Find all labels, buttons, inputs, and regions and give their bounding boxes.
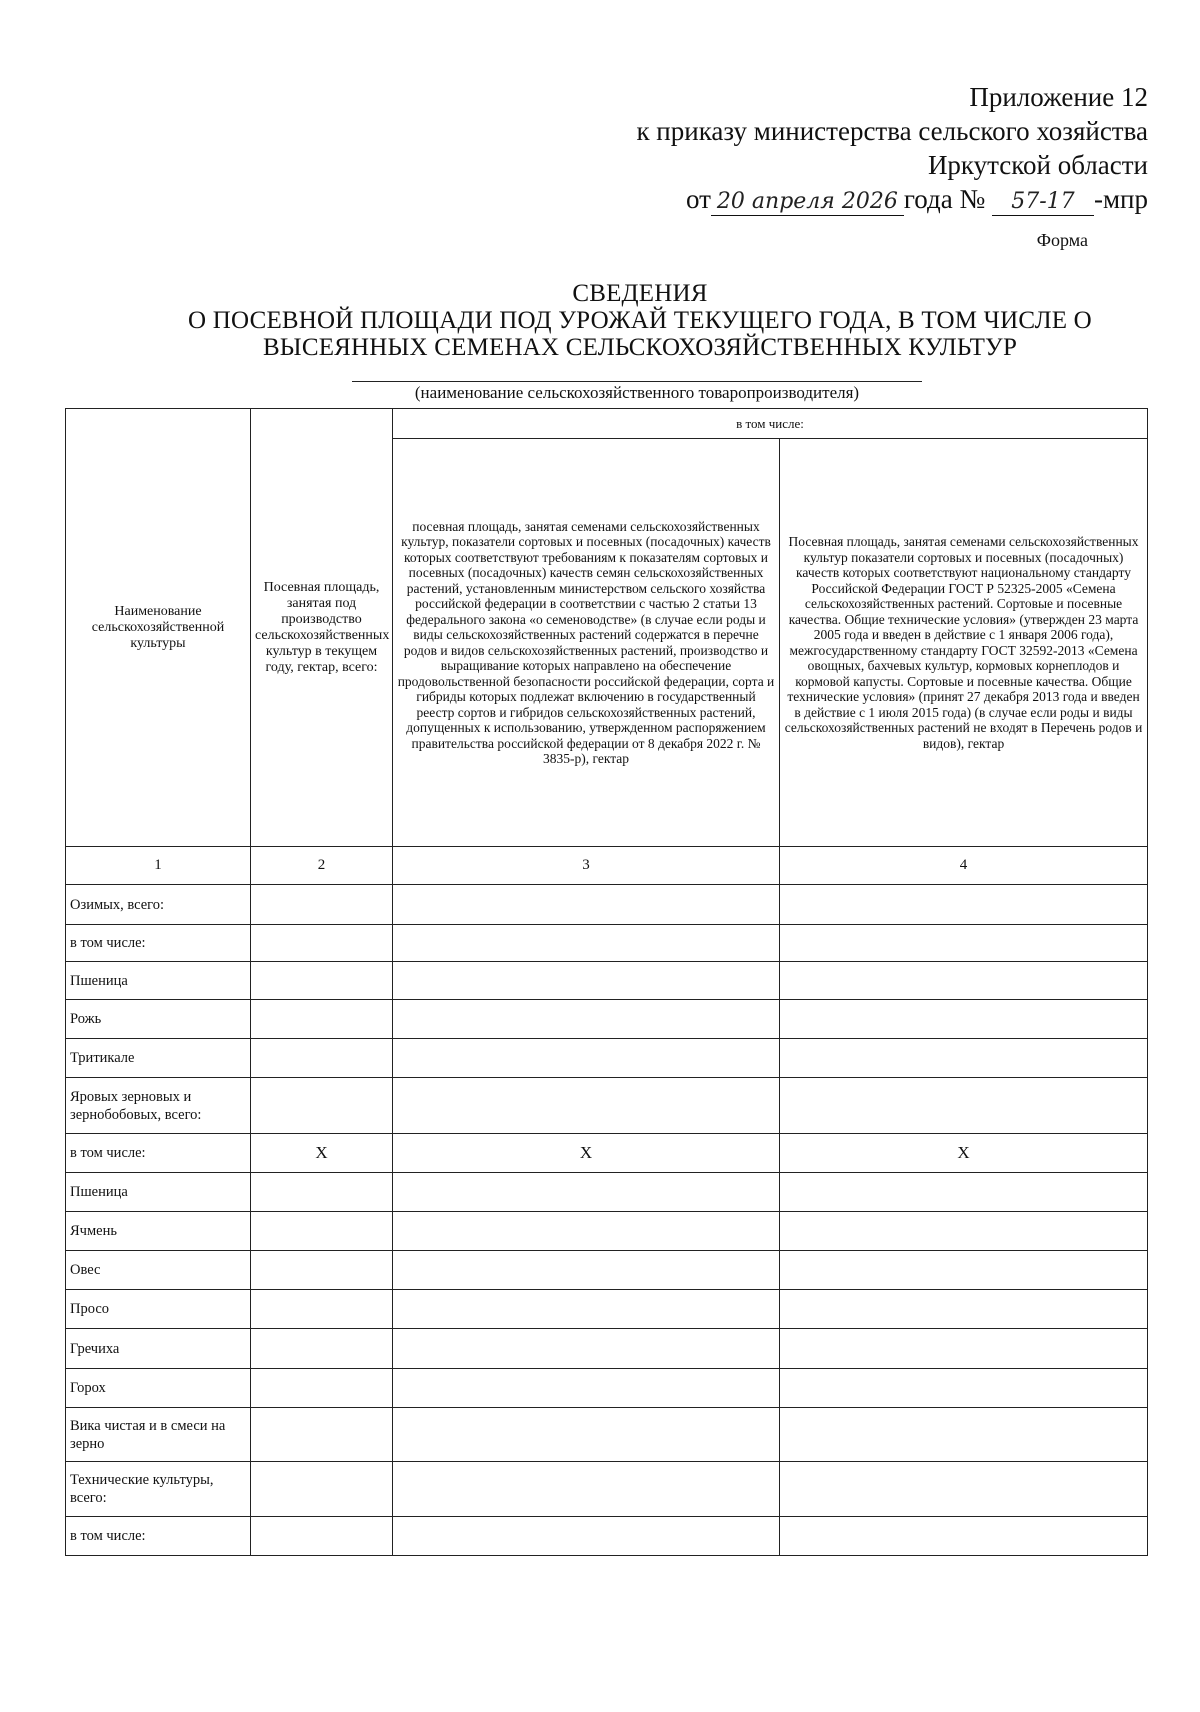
form-label: Форма xyxy=(1036,230,1088,250)
header-including xyxy=(393,409,1148,439)
crop-name-cell: в том числе: xyxy=(66,925,251,962)
crop-rows xyxy=(66,885,1148,1556)
area-value-cell[interactable] xyxy=(393,1212,780,1251)
area-value-cell[interactable]: X xyxy=(393,1134,780,1173)
table-row xyxy=(66,1462,1148,1517)
area-value-cell[interactable] xyxy=(780,1290,1148,1329)
crop-name-cell: Горох xyxy=(66,1369,251,1408)
area-value-cell[interactable] xyxy=(780,1251,1148,1290)
area-value-cell[interactable] xyxy=(393,1408,780,1462)
area-value-cell[interactable] xyxy=(393,1251,780,1290)
column-number: 1 xyxy=(66,847,251,885)
crop-name-cell: Гречиха xyxy=(66,1329,251,1369)
crop-name-cell: Технические культуры, всего: xyxy=(66,1462,251,1517)
area-value-cell[interactable] xyxy=(780,1329,1148,1369)
area-value-cell[interactable] xyxy=(393,1290,780,1329)
area-value-cell[interactable] xyxy=(393,1369,780,1408)
area-value-cell[interactable] xyxy=(393,1039,780,1078)
appendix-header xyxy=(636,80,1148,216)
area-value-cell[interactable] xyxy=(780,885,1148,925)
table-row xyxy=(66,1134,1148,1173)
area-value-cell[interactable] xyxy=(393,1000,780,1039)
number-suffix: -мпр xyxy=(1093,184,1148,214)
crop-name-cell: Вика чистая и в смеси на зерно xyxy=(66,1408,251,1462)
area-value-cell[interactable] xyxy=(780,1173,1148,1212)
area-value-cell[interactable]: X xyxy=(251,1134,393,1173)
table-row xyxy=(66,1251,1148,1290)
region-name: Иркутской области xyxy=(927,150,1148,180)
header-federal-requirements-text: посевная площадь, занятая семенами сельскохозяйственных культур, показатели сортовых и посевных (посадочных) качеств которых соответствуют требованиям к показателям сортовых и посевных (посадочных) качеств семян сельскохозяйственных растений, установленным министерством сельского хозяйства российской федерации в соответствии с частью 2 статьи 13 федерального закона «о семеноводстве» (в случае если роды и виды сельскохозяйственных растений содержатся в перечне родов и видов сельскохозяйственных растений, производство и выращивание которых направлено на обеспечение продовольственной безопасности российской федерации, сорта и гибриды которых подлежат включению в государственный реестр сортов и гибридов сельскохозяйственных растений, допущенных к использованию, утвержденном распоряжением правительства российской федерации от 8 декабря 2022 г. № 3835-р), гектар xyxy=(397,518,775,766)
producer-name-line xyxy=(352,381,922,382)
area-value-cell[interactable] xyxy=(251,1173,393,1212)
area-value-cell[interactable] xyxy=(393,1329,780,1369)
appendix-number: Приложение 12 xyxy=(969,82,1148,112)
order-reference: к приказу министерства сельского хозяйства xyxy=(636,116,1148,146)
area-value-cell[interactable] xyxy=(393,1462,780,1517)
area-value-cell[interactable] xyxy=(251,885,393,925)
order-date-number xyxy=(636,182,1148,216)
header-including-text: в том числе: xyxy=(736,415,804,431)
producer-name-caption: (наименование сельскохозяйственного товаропроизводителя) xyxy=(414,383,860,402)
crop-name-cell: Яровых зерновых и зернобобовых, всего: xyxy=(66,1078,251,1134)
crop-name-cell: Пшеница xyxy=(66,1173,251,1212)
header-total-area xyxy=(251,409,393,847)
column-number: 3 xyxy=(393,847,780,885)
handwritten-date: 20 апреля 2026 xyxy=(711,189,904,216)
crop-name-cell: Тритикале xyxy=(66,1039,251,1078)
area-value-cell[interactable] xyxy=(251,962,393,1000)
area-value-cell[interactable] xyxy=(251,1462,393,1517)
area-value-cell[interactable] xyxy=(780,1039,1148,1078)
crop-name-cell: Просо xyxy=(66,1290,251,1329)
table-row xyxy=(66,885,1148,925)
crop-name-cell: Озимых, всего: xyxy=(66,885,251,925)
area-value-cell[interactable] xyxy=(251,1329,393,1369)
area-value-cell[interactable] xyxy=(251,1408,393,1462)
header-crop-name xyxy=(66,409,251,847)
title-line-3: ВЫСЕЯННЫХ СЕМЕНАХ СЕЛЬСКОХОЗЯЙСТВЕННЫХ КУЛЬТУР xyxy=(262,334,1018,361)
handwritten-order-number: 57-17 xyxy=(992,189,1094,216)
table-row xyxy=(66,1078,1148,1134)
area-value-cell[interactable] xyxy=(780,1517,1148,1556)
area-value-cell[interactable] xyxy=(780,1369,1148,1408)
title-line-1: СВЕДЕНИЯ xyxy=(572,280,708,307)
area-value-cell[interactable] xyxy=(780,1078,1148,1134)
column-number: 2 xyxy=(251,847,393,885)
header-total-area-text: Посевная площадь, занятая под производство сельскохозяйственных культур в текущем году, гектар, всего: xyxy=(255,579,390,675)
column-numbers-row xyxy=(66,847,1148,885)
area-value-cell[interactable] xyxy=(393,1173,780,1212)
area-value-cell[interactable] xyxy=(780,925,1148,962)
header-federal-requirements-area xyxy=(393,439,780,847)
area-value-cell[interactable] xyxy=(393,1517,780,1556)
area-value-cell[interactable] xyxy=(251,1369,393,1408)
header-crop-name-text: Наименование сельскохозяйственной культуры xyxy=(91,603,225,651)
sowing-area-table xyxy=(65,408,1148,1556)
document-title xyxy=(150,280,1130,361)
table-row xyxy=(66,1290,1148,1329)
crop-name-cell: Пшеница xyxy=(66,962,251,1000)
title-line-2: О ПОСЕВНОЙ ПЛОЩАДИ ПОД УРОЖАЙ ТЕКУЩЕГО ГОДА, В ТОМ ЧИСЛЕ О xyxy=(188,307,1092,334)
date-prefix: от xyxy=(685,184,711,214)
table-row xyxy=(66,1000,1148,1039)
area-value-cell[interactable] xyxy=(393,885,780,925)
area-value-cell[interactable] xyxy=(251,925,393,962)
header-gost-area xyxy=(780,439,1148,847)
crop-name-cell: в том числе: xyxy=(66,1134,251,1173)
area-value-cell[interactable]: X xyxy=(780,1134,1148,1173)
crop-name-cell: Рожь xyxy=(66,1000,251,1039)
area-value-cell[interactable] xyxy=(393,962,780,1000)
area-value-cell[interactable] xyxy=(251,1039,393,1078)
crop-name-cell: Ячмень xyxy=(66,1212,251,1251)
column-number: 4 xyxy=(780,847,1148,885)
area-value-cell[interactable] xyxy=(251,1078,393,1134)
table-row xyxy=(66,962,1148,1000)
table-row xyxy=(66,1408,1148,1462)
crop-name-cell: Овес xyxy=(66,1251,251,1290)
area-value-cell[interactable] xyxy=(780,1212,1148,1251)
area-value-cell[interactable] xyxy=(780,1462,1148,1517)
year-word: года № xyxy=(903,184,986,214)
table-row xyxy=(66,1039,1148,1078)
crop-name-cell: в том числе: xyxy=(66,1517,251,1556)
area-value-cell[interactable] xyxy=(251,1251,393,1290)
area-value-cell[interactable] xyxy=(251,1290,393,1329)
area-value-cell[interactable] xyxy=(780,1408,1148,1462)
area-value-cell[interactable] xyxy=(780,962,1148,1000)
area-value-cell[interactable] xyxy=(251,1000,393,1039)
table-row xyxy=(66,1173,1148,1212)
area-value-cell[interactable] xyxy=(393,1078,780,1134)
table-row xyxy=(66,1369,1148,1408)
area-value-cell[interactable] xyxy=(251,1517,393,1556)
table-row xyxy=(66,925,1148,962)
table-row xyxy=(66,1329,1148,1369)
area-value-cell[interactable] xyxy=(780,1000,1148,1039)
table-row xyxy=(66,1212,1148,1251)
area-value-cell[interactable] xyxy=(251,1212,393,1251)
table-row xyxy=(66,1517,1148,1556)
area-value-cell[interactable] xyxy=(393,925,780,962)
header-gost-text: Посевная площадь, занятая семенами сельскохозяйственных культур показатели сортовых и посевных (посадочных) качеств которых соответствуют национальному стандарту Российской Федерации ГОСТ Р 52325-2005 «Семена сельскохозяйственных растений. Сортовые и посевные качества. Общие технические условия» (утвержден 23 марта 2005 года и введен в действие с 1 января 2006 года), межгосударственному стандарту ГОСТ 32592-2013 «Семена овощных, бахчевых культур, кормовых корнеплодов и кормовой капусты. Сортовые и посевные качества. Общие технические условия» (принят 27 декабря 2013 года и введен в действие с 1 июля 2015 года) (в случае если роды и виды сельскохозяйственных растений не входят в Перечень родов и видов), гектар xyxy=(784,534,1143,751)
